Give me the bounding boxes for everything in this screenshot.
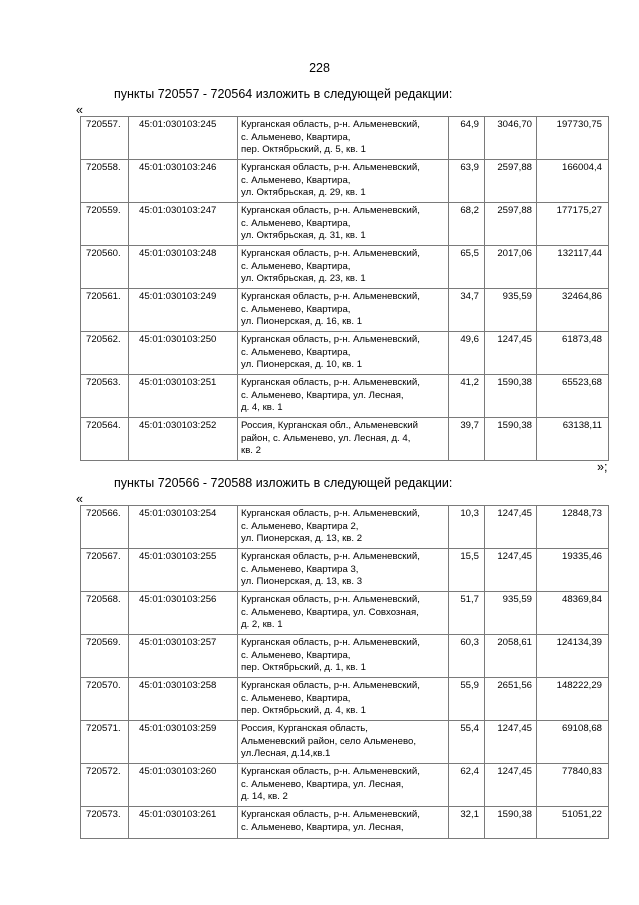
table-row [81,592,609,635]
address [238,246,449,289]
address [238,807,449,839]
area: 60,3 [449,635,485,678]
area: 34,7 [449,289,485,332]
cadastral-value: 51051,22 [537,807,609,839]
area: 41,2 [449,375,485,418]
row-number: 720560. [81,246,129,289]
address-line: с. Альменево, Квартира 3, [241,563,359,575]
area: 63,9 [449,160,485,203]
address-line: Курганская область, р-н. Альменевский, [241,809,420,820]
area: 10,3 [449,506,485,549]
unit-price: 2597,88 [485,203,537,246]
address-line: ул. Октябрьская, д. 31, кв. 1 [241,230,366,242]
address-line: с. Альменево, Квартира, ул. Совхозная, [241,606,419,618]
address-line: с. Альменево, Квартира, ул. Лесная, [241,821,404,833]
address-line: ул. Пионерская, д. 16, кв. 1 [241,316,363,328]
address-line: Альменевский район, село Альменево, [241,735,416,747]
row-number: 720563. [81,375,129,418]
address-line: с. Альменево, Квартира, [241,174,351,186]
address [238,592,449,635]
cadastral-value: 124134,39 [537,635,609,678]
area: 64,9 [449,117,485,160]
cadastral-value: 77840,83 [537,764,609,807]
cadastral-number: 45:01:030103:254 [129,506,238,549]
unit-price: 1247,45 [485,549,537,592]
address-line: с. Альменево, Квартира, ул. Лесная, [241,389,404,401]
cadastral-number: 45:01:030103:249 [129,289,238,332]
unit-price: 2017,06 [485,246,537,289]
address-line: пер. Октябрьский, д. 4, кв. 1 [241,705,366,717]
table-row [81,764,609,807]
cadastral-number: 45:01:030103:258 [129,678,238,721]
address-line: Курганская область, р-н. Альменевский, [241,205,420,216]
cadastral-value: 61873,48 [537,332,609,375]
cadastral-value: 63138,11 [537,418,609,461]
area: 65,5 [449,246,485,289]
row-number: 720573. [81,807,129,839]
area: 55,9 [449,678,485,721]
unit-price: 1590,38 [485,807,537,839]
address [238,506,449,549]
table-row [81,117,609,160]
row-number: 720562. [81,332,129,375]
row-number: 720571. [81,721,129,764]
address-line: д. 4, кв. 1 [241,402,283,414]
cadastral-number: 45:01:030103:247 [129,203,238,246]
cadastral-number: 45:01:030103:257 [129,635,238,678]
cadastral-value: 177175,27 [537,203,609,246]
table-row [81,375,609,418]
area: 68,2 [449,203,485,246]
table-row [81,721,609,764]
row-number: 720559. [81,203,129,246]
table-row [81,160,609,203]
cadastral-number: 45:01:030103:251 [129,375,238,418]
table-row [81,246,609,289]
unit-price: 1247,45 [485,332,537,375]
unit-price: 935,59 [485,289,537,332]
address-line: Курганская область, р-н. Альменевский, [241,551,420,562]
area: 39,7 [449,418,485,461]
section1-table [80,116,609,461]
unit-price: 1247,45 [485,721,537,764]
section1-close-quote: »; [597,460,608,474]
address [238,678,449,721]
row-number: 720566. [81,506,129,549]
address-line: с. Альменево, Квартира, [241,260,351,272]
area: 49,6 [449,332,485,375]
cadastral-value: 132117,44 [537,246,609,289]
address-line: с. Альменево, Квартира, [241,217,351,229]
unit-price: 3046,70 [485,117,537,160]
address-line: ул. Октябрьская, д. 29, кв. 1 [241,187,366,199]
address-line: Курганская область, р-н. Альменевский, [241,119,420,130]
unit-price: 1247,45 [485,506,537,549]
table-row [81,289,609,332]
cadastral-number: 45:01:030103:250 [129,332,238,375]
address [238,203,449,246]
address-line: Курганская область, р-н. Альменевский, [241,334,420,345]
row-number: 720558. [81,160,129,203]
address-line: ул. Октябрьская, д. 23, кв. 1 [241,273,366,285]
address [238,549,449,592]
address-line: Курганская область, р-н. Альменевский, [241,594,420,605]
unit-price: 2597,88 [485,160,537,203]
address [238,635,449,678]
address [238,332,449,375]
cadastral-value: 197730,75 [537,117,609,160]
cadastral-value: 148222,29 [537,678,609,721]
address-line: Курганская область, р-н. Альменевский, [241,291,420,302]
address-line: ул. Пионерская, д. 13, кв. 2 [241,533,363,545]
table-row [81,332,609,375]
section1-open-quote: « [76,103,83,117]
table-row [81,635,609,678]
section2-open-quote: « [76,492,83,506]
address-line: с. Альменево, Квартира, ул. Лесная, [241,778,404,790]
row-number: 720567. [81,549,129,592]
area: 32,1 [449,807,485,839]
cadastral-number: 45:01:030103:255 [129,549,238,592]
cadastral-value: 69108,68 [537,721,609,764]
unit-price: 2058,61 [485,635,537,678]
address-line: Курганская область, р-н. Альменевский, [241,508,420,519]
area: 15,5 [449,549,485,592]
address [238,117,449,160]
unit-price: 1590,38 [485,418,537,461]
cadastral-number: 45:01:030103:245 [129,117,238,160]
area: 51,7 [449,592,485,635]
address-line: Россия, Курганская область, [241,723,368,734]
address-line: Курганская область, р-н. Альменевский, [241,637,420,648]
cadastral-value: 48369,84 [537,592,609,635]
address-line: д. 14, кв. 2 [241,791,288,803]
cadastral-number: 45:01:030103:256 [129,592,238,635]
area: 55,4 [449,721,485,764]
cadastral-number: 45:01:030103:246 [129,160,238,203]
cadastral-value: 166004,4 [537,160,609,203]
page-number: 228 [309,61,330,75]
address-line: ул.Лесная, д.14,кв.1 [241,748,331,760]
cadastral-number: 45:01:030103:259 [129,721,238,764]
section1-intro: пункты 720557 - 720564 изложить в следующей редакции: [114,87,453,101]
unit-price: 2651,56 [485,678,537,721]
address-line: с. Альменево, Квартира, [241,649,351,661]
address-line: с. Альменево, Квартира, [241,346,351,358]
address-line: Курганская область, р-н. Альменевский, [241,377,420,388]
address [238,764,449,807]
table-row [81,549,609,592]
row-number: 720561. [81,289,129,332]
cadastral-value: 65523,68 [537,375,609,418]
address-line: д. 2, кв. 1 [241,619,283,631]
address-line: пер. Октябрьский, д. 5, кв. 1 [241,144,366,156]
address [238,721,449,764]
table-row [81,418,609,461]
unit-price: 1590,38 [485,375,537,418]
address-line: ул. Пионерская, д. 13, кв. 3 [241,576,363,588]
address [238,160,449,203]
address-line: кв. 2 [241,445,261,457]
cadastral-value: 32464,86 [537,289,609,332]
address-line: с. Альменево, Квартира, [241,692,351,704]
unit-price: 935,59 [485,592,537,635]
cadastral-number: 45:01:030103:260 [129,764,238,807]
cadastral-value: 19335,46 [537,549,609,592]
row-number: 720557. [81,117,129,160]
unit-price: 1247,45 [485,764,537,807]
address-line: с. Альменево, Квартира, [241,131,351,143]
row-number: 720568. [81,592,129,635]
section2-table [80,505,609,839]
row-number: 720572. [81,764,129,807]
address [238,289,449,332]
table-row [81,506,609,549]
address-line: Курганская область, р-н. Альменевский, [241,680,420,691]
address-line: с. Альменево, Квартира 2, [241,520,359,532]
address-line: ул. Пионерская, д. 10, кв. 1 [241,359,363,371]
row-number: 720564. [81,418,129,461]
table-row [81,678,609,721]
address-line: район, с. Альменево, ул. Лесная, д. 4, [241,432,411,444]
address-line: с. Альменево, Квартира, [241,303,351,315]
table-row [81,807,609,839]
address [238,375,449,418]
cadastral-number: 45:01:030103:261 [129,807,238,839]
address-line: Курганская область, р-н. Альменевский, [241,766,420,777]
address [238,418,449,461]
address-line: Курганская область, р-н. Альменевский, [241,248,420,259]
area: 62,4 [449,764,485,807]
cadastral-number: 45:01:030103:248 [129,246,238,289]
section2-intro: пункты 720566 - 720588 изложить в следующей редакции: [114,476,453,490]
cadastral-number: 45:01:030103:252 [129,418,238,461]
cadastral-value: 12848,73 [537,506,609,549]
address-line: пер. Октябрьский, д. 1, кв. 1 [241,662,366,674]
row-number: 720570. [81,678,129,721]
address-line: Курганская область, р-н. Альменевский, [241,162,420,173]
address-line: Россия, Курганская обл., Альменевский [241,420,418,431]
row-number: 720569. [81,635,129,678]
table-row [81,203,609,246]
